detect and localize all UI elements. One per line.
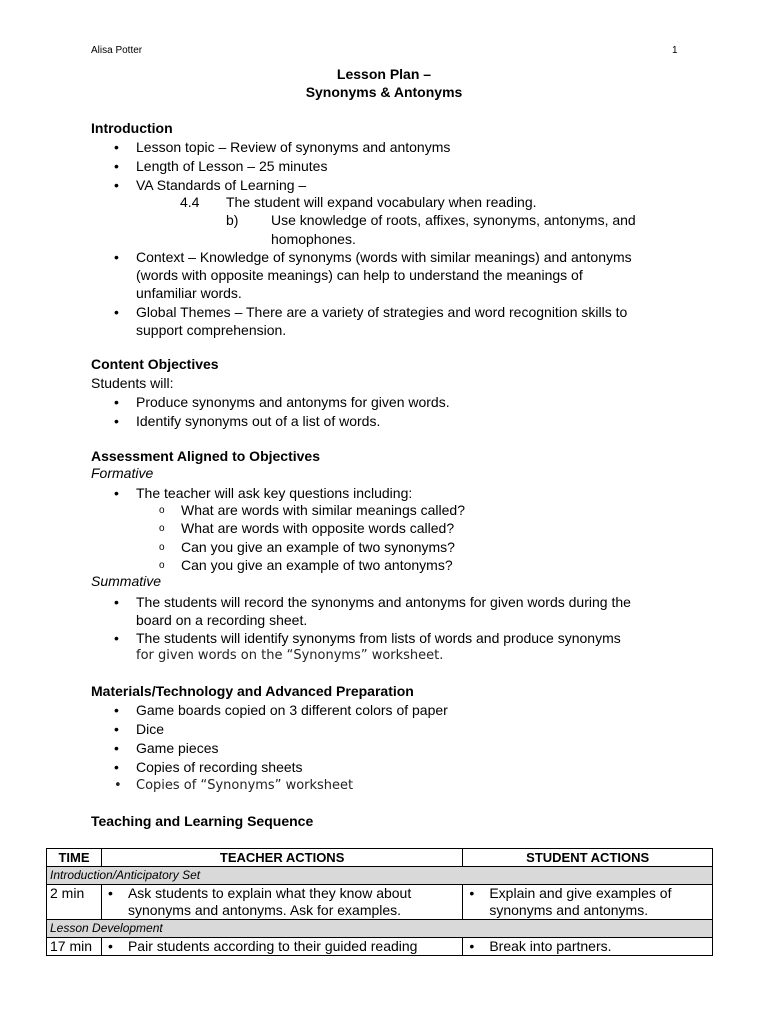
bullet: • [107, 885, 113, 901]
standard-text: The student will expand vocabulary when reading. [226, 194, 537, 210]
bullet: • [469, 885, 475, 901]
table-row [47, 938, 713, 956]
context-line-2: (words with opposite meanings) can help to understand the meanings of [136, 267, 583, 283]
title-line-1: Lesson Plan – [336, 66, 432, 82]
standard-sub-line-2: homophones. [271, 231, 356, 247]
question-item: o What are words with similar meanings called? [181, 501, 465, 519]
header-page-number: 1 [672, 45, 678, 56]
question-item: o What are words with opposite words called? [181, 519, 454, 537]
summative-1-line-1: • The students will record the synonyms and antonyms for given words during the [136, 594, 631, 610]
objective-item: • Produce synonyms and antonyms for given words. [136, 393, 696, 411]
col-time-header: TIME [47, 849, 102, 867]
summative-item-1 [136, 593, 696, 629]
table-header-row [47, 849, 713, 867]
question-item: o Can you give an example of two synonyms? [181, 538, 455, 556]
formative-label: Formative [91, 465, 154, 481]
question-item: o Can you give an example of two antonyms? [181, 556, 453, 574]
title-line-2: Synonyms & Antonyms [305, 84, 463, 100]
standard-sub-line-1: Use knowledge of roots, affixes, synonyms, antonyms, and [271, 212, 636, 228]
col-student-header: STUDENT ACTIONS [463, 849, 713, 867]
row-time: 2 min [47, 885, 102, 920]
standard-number: 4.4 [180, 194, 200, 210]
col-teacher-header: TEACHER ACTIONS [101, 849, 462, 867]
row-teacher-action [101, 938, 462, 956]
material-item: • Game pieces [136, 739, 696, 757]
summative-2-line-2: for given words on the “Synonyms” worksheet. [136, 648, 444, 663]
phase-intro: Introduction/Anticipatory Set [47, 867, 713, 885]
objective-item: • Identify synonyms out of a list of words. [136, 412, 696, 430]
intro-standards: • VA Standards of Learning – [136, 176, 696, 194]
sequence-table [46, 848, 713, 956]
summative-item-2 [136, 629, 696, 665]
table-row [47, 885, 713, 920]
phase-development: Lesson Development [47, 920, 713, 938]
intro-global-themes [136, 303, 696, 339]
material-item: • Copies of recording sheets [136, 758, 696, 776]
row-time: 17 min [47, 938, 102, 956]
global-line-1: • Global Themes – There are a variety of strategies and word recognition skills to [136, 304, 628, 320]
row-teacher-action [101, 885, 462, 920]
intro-length: • Length of Lesson – 25 minutes [136, 157, 696, 175]
bullet: • [469, 938, 475, 954]
intro-context [136, 248, 696, 302]
formative-lead: • The teacher will ask key questions including: [136, 484, 696, 502]
teacher-action-text: Pair students according to their guided reading [127, 938, 418, 954]
bullet: • [107, 938, 113, 954]
objectives-lead: Students will: [91, 375, 174, 391]
intro-topic: • Lesson topic – Review of synonyms and antonyms [136, 138, 696, 156]
phase-row [47, 920, 713, 938]
sequence-heading: Teaching and Learning Sequence [91, 813, 314, 829]
summative-label: Summative [91, 573, 162, 589]
context-line-3: unfamiliar words. [136, 285, 242, 301]
introduction-heading: Introduction [91, 120, 173, 136]
row-student-action [463, 938, 713, 956]
summative-2-line-1: • The students will identify synonyms from lists of words and produce synonyms [136, 630, 621, 646]
phase-row [47, 867, 713, 885]
row-student-action [463, 885, 713, 920]
assessment-heading: Assessment Aligned to Objectives [91, 448, 320, 464]
header-author: Alisa Potter [91, 45, 143, 56]
context-line-1: • Context – Knowledge of synonyms (words with similar meanings) and antonyms [136, 249, 632, 265]
student-action-text: Explain and give examples of synonyms and antonyms. [489, 885, 672, 918]
teacher-action-text: Ask students to explain what they know about synonyms and antonyms. Ask for examples. [127, 885, 412, 918]
materials-heading: Materials/Technology and Advanced Preparation [91, 683, 414, 699]
global-line-2: support comprehension. [136, 322, 287, 338]
summative-1-line-2: board on a recording sheet. [136, 612, 308, 628]
material-item: • Game boards copied on 3 different colors of paper [136, 701, 696, 719]
student-action-text: Break into partners. [489, 938, 612, 954]
content-objectives-heading: Content Objectives [91, 356, 219, 372]
standard-sub-letter: b) [226, 212, 239, 228]
material-item: • Copies of “Synonyms” worksheet [136, 777, 696, 795]
material-item: • Dice [136, 720, 696, 738]
